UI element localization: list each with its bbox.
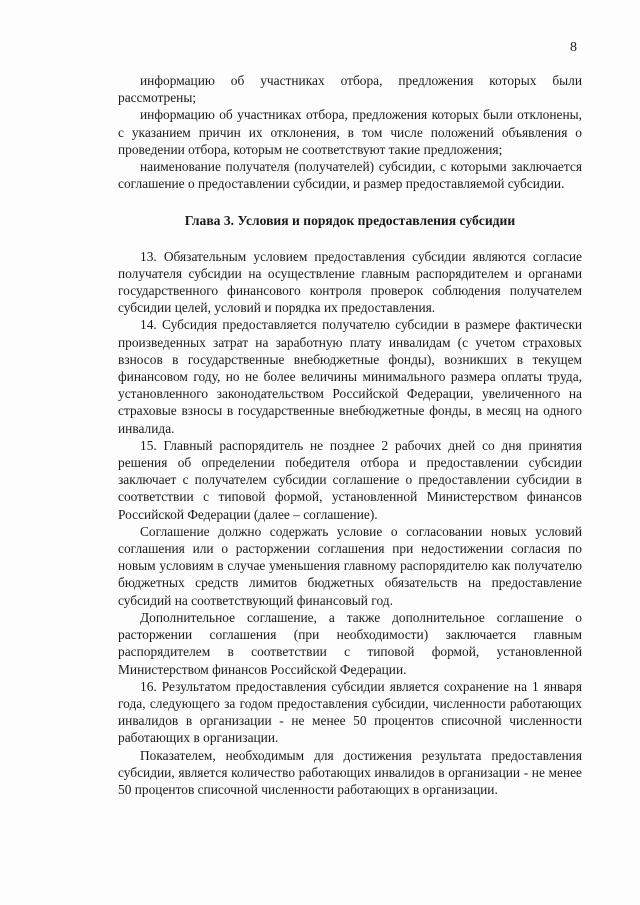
chapter-heading: Глава 3. Условия и порядок предоставления субсидии — [184, 213, 516, 229]
document-body — [118, 72, 582, 798]
paragraph-15: 15. Главный распорядитель не позднее 2 рабочих дней со дня принятия решения об определении победителя отбора и предоставлении субсидии заключает с получателем субсидии соглашение о предоставлении субсидии в соответствии с типовой формой, установленной Министерством финансов Российской Федерации (далее – соглашение). — [118, 437, 582, 522]
paragraph-16: 16. Результатом предоставления субсидии является сохранение на 1 января года, следующего за годом предоставления субсидии, численности работающих инвалидов в организации - не менее 50 процентов списочной численности работающих в организации. — [118, 678, 582, 746]
paragraph-recipient-name: наименование получателя (получателей) субсидии, с которыми заключается соглашение о предоставлении субсидии, и размер предоставляемой субсидии. — [118, 159, 582, 192]
paragraph-indicator: Показателем, необходимым для достижения результата предоставления субсидии, является количество работающих инвалидов в организации - не менее 50 процентов списочной численности работающих в организации. — [118, 747, 582, 797]
paragraph-participants-reviewed: информацию об участниках отбора, предложения которых были рассмотрены; — [118, 73, 582, 106]
paragraph-participants-rejected: информацию об участниках отбора, предложения которых были отклонены, с указанием причин их отклонения, в том числе положений объявления о проведении отбора, которым не соответствуют такие предложения; — [118, 107, 582, 157]
paragraph-13: 13. Обязательным условием предоставления субсидии являются согласие получателя субсидии на осуществление главным распорядителем и органами государственного финансового контроля проверок соблюдения получателем субсидии целей, условий и порядка их предоставления. — [118, 248, 582, 316]
paragraph-additional-agreement: Дополнительное соглашение, а также дополнительное соглашение о расторжении соглашения (при необходимости) заключается главным распорядителем в соответствии с типовой формой, установленной Министерством финансов Российской Федерации. — [118, 609, 582, 677]
page-number: 8 — [570, 40, 577, 55]
paragraph-14: 14. Субсидия предоставляется получателю субсидии в размере фактически произведенных затрат на заработную плату инвалидам (с учетом страховых взносов в государственные внебюджетные фонды), возникших в текущем финансовом году, но не более величины минимального размера оплаты труда, установленного законодательством Российской Федерации, увеличенного на страховые взносы в государственные внебюджетные фонды, в месяц на одного инвалида. — [118, 317, 582, 436]
paragraph-agreement-conditions: Соглашение должно содержать условие о согласовании новых условий соглашения или о расторжении соглашения при недостижении согласия по новым условиям в случае уменьшения главному распорядителю как получателю бюджетных средств лимитов бюджетных обязательств на предоставление субсидий на соответствующий финансовый год. — [118, 523, 582, 608]
